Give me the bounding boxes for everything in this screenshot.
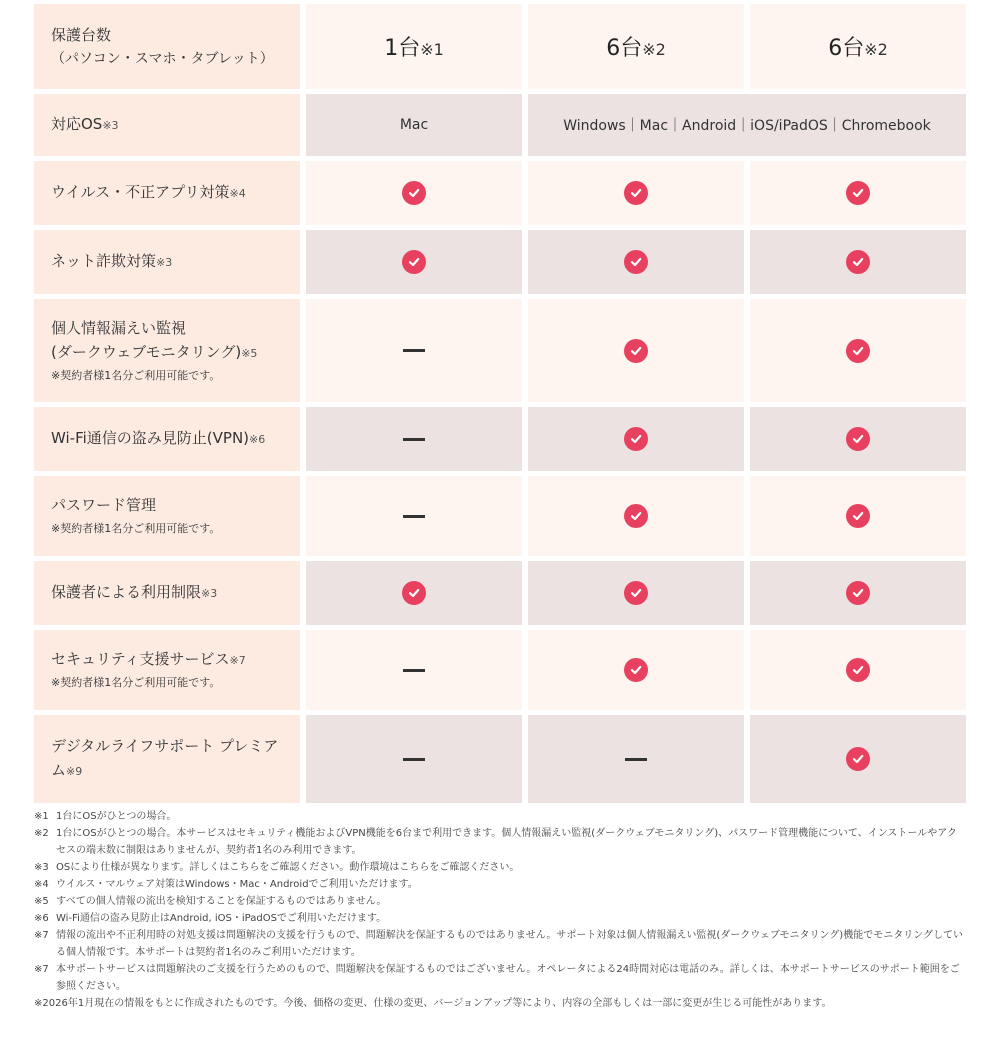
dash-icon bbox=[403, 669, 425, 672]
feature-label-cont: ム bbox=[51, 761, 67, 779]
feature-value-cell bbox=[528, 407, 744, 471]
os-col23 bbox=[528, 94, 966, 156]
device-count-sublabel: （パソコン・スマホ・タブレット） bbox=[51, 50, 274, 67]
feature-label-cell bbox=[34, 561, 300, 625]
check-icon bbox=[402, 581, 426, 605]
feature-value-cell bbox=[306, 161, 522, 225]
feature-label-cell bbox=[34, 476, 300, 556]
feature-value-cell bbox=[750, 561, 966, 625]
feature-label-line bbox=[51, 249, 172, 275]
footnote bbox=[34, 910, 964, 927]
feature-value-cell bbox=[306, 630, 522, 710]
os-col1 bbox=[306, 94, 522, 156]
check-icon bbox=[846, 658, 870, 682]
feature-label: デジタルライフサポート プレミア bbox=[51, 737, 279, 755]
os-label-cell bbox=[34, 94, 300, 156]
device-count-label: 保護台数 bbox=[51, 25, 112, 44]
footnote-key: ※4 bbox=[34, 879, 49, 890]
device-count-label-cell bbox=[34, 4, 300, 89]
footnote-key: ※2 bbox=[34, 828, 49, 839]
feature-value-cell bbox=[528, 161, 744, 225]
check-icon bbox=[402, 250, 426, 274]
feature-value-cell bbox=[306, 299, 522, 402]
check-icon bbox=[846, 581, 870, 605]
feature-row bbox=[34, 476, 967, 556]
footnote bbox=[34, 825, 964, 859]
check-icon bbox=[624, 581, 648, 605]
feature-label-line bbox=[51, 734, 278, 758]
device-count-col3 bbox=[750, 4, 966, 89]
dash-icon bbox=[403, 515, 425, 518]
note-mark: ※5 bbox=[241, 346, 258, 360]
footnote bbox=[34, 808, 964, 825]
footnote-text: Wi-Fi通信の盗み見防止はAndroid, iOS・iPadOSでご利用いただけます。 bbox=[56, 913, 387, 924]
footnote-text: 1台にOSがひとつの場合。本サービスはセキュリティ機能およびVPN機能を6台まで利用できます。個人情報漏えい監視(ダークウェブモニタリング)、パスワード管理機能について、インストールやアクセスの端末数に制限はありませんが、契約者1名のみ利用できます。 bbox=[56, 828, 957, 856]
device-count-row bbox=[34, 4, 967, 89]
feature-label-cell bbox=[34, 407, 300, 471]
footnote-key: ※7 bbox=[34, 964, 49, 975]
feature-note: ※契約者様1名分ご利用可能です。 bbox=[51, 368, 221, 382]
feature-value-cell bbox=[528, 561, 744, 625]
feature-value-cell bbox=[528, 476, 744, 556]
feature-label: ネット詐欺対策 bbox=[51, 252, 157, 270]
footnote-key: ※5 bbox=[34, 896, 49, 907]
feature-label-line bbox=[51, 758, 82, 784]
feature-label: Wi-Fi通信の盗み見防止(VPN) bbox=[51, 429, 250, 447]
check-icon bbox=[624, 339, 648, 363]
check-icon bbox=[846, 250, 870, 274]
feature-label-line bbox=[51, 426, 265, 452]
footnote-key: ※1 bbox=[34, 811, 49, 822]
feature-value-cell bbox=[750, 407, 966, 471]
device-count-col2 bbox=[528, 4, 744, 89]
note-mark: ※1 bbox=[420, 40, 444, 59]
feature-value-cell bbox=[528, 630, 744, 710]
check-icon bbox=[402, 181, 426, 205]
footnotes bbox=[34, 808, 964, 1012]
feature-value-cell bbox=[528, 299, 744, 402]
feature-label-cell bbox=[34, 299, 300, 402]
feature-value-cell bbox=[528, 230, 744, 294]
footnote bbox=[34, 893, 964, 910]
feature-row bbox=[34, 299, 967, 402]
os-value: Mac bbox=[399, 117, 429, 133]
footnote-text: すべての個人情報の流出を検知することを保証するものではありません。 bbox=[56, 896, 387, 907]
feature-value-cell bbox=[750, 230, 966, 294]
feature-value-cell bbox=[306, 561, 522, 625]
feature-label: セキュリティ支援サービス bbox=[51, 650, 230, 668]
footnote bbox=[34, 927, 964, 961]
footnote-key: ※6 bbox=[34, 913, 49, 924]
os-value: Windows｜Mac｜Android｜iOS/iPadOS｜Chromebook bbox=[563, 118, 931, 134]
feature-row bbox=[34, 230, 967, 294]
footnote-text: OSにより仕様が異なります。詳しくはこちらをご確認ください。動作環境はこちらをご確認ください。 bbox=[56, 862, 520, 873]
feature-label-cell bbox=[34, 161, 300, 225]
footnote-key: ※3 bbox=[34, 862, 49, 873]
feature-label-cell bbox=[34, 230, 300, 294]
check-icon bbox=[624, 250, 648, 274]
feature-value-cell bbox=[750, 299, 966, 402]
feature-label: ウイルス・不正アプリ対策 bbox=[51, 183, 230, 201]
note-mark: ※3 bbox=[156, 256, 173, 269]
os-row bbox=[34, 94, 967, 156]
footnote-text: 本サポートサービスは問題解決のご支援を行うためのもので、問題解決を保証するものではございません。オペレータによる24時間対応は電話のみ。詳しくは、本サポートサービスのサポート範囲をご参照ください。 bbox=[56, 964, 960, 992]
check-icon bbox=[624, 504, 648, 528]
feature-row bbox=[34, 161, 967, 225]
feature-label-line bbox=[51, 580, 217, 606]
footnote-text: 情報の流出や不正利用時の対処支援は問題解決の支援を行うもので、問題解決を保証するものではありません。サポート対象は個人情報漏えい監視(ダークウェブモニタリング)機能でモニタリングしている個人情報です。本サポートは契約者1名のみご利用いただけます。 bbox=[56, 930, 964, 958]
footnote-text: 1台にOSがひとつの場合。 bbox=[56, 811, 177, 822]
dash-icon bbox=[403, 438, 425, 441]
footnote-text: ※2026年1月現在の情報をもとに作成されたものです。今後、価格の変更、仕様の変更、バージョンアップ等により、内容の全部もしくは一部に変更が生じる可能性があります。 bbox=[34, 998, 832, 1009]
feature-label-line bbox=[51, 493, 156, 519]
dash-icon bbox=[403, 349, 425, 352]
feature-value-cell bbox=[306, 476, 522, 556]
feature-label-cell bbox=[34, 630, 300, 710]
note-mark: ※3 bbox=[102, 119, 119, 132]
feature-row bbox=[34, 561, 967, 625]
feature-label: パスワード管理 bbox=[51, 496, 157, 514]
feature-value-cell bbox=[528, 715, 744, 803]
dash-icon bbox=[625, 758, 647, 761]
check-icon bbox=[846, 427, 870, 451]
feature-label: 保護者による利用制限 bbox=[51, 583, 202, 601]
feature-label-cont: (ダークウェブモニタリング) bbox=[51, 342, 242, 361]
feature-label-line bbox=[51, 647, 246, 673]
feature-value-cell bbox=[306, 407, 522, 471]
check-icon bbox=[846, 747, 870, 771]
feature-value-cell bbox=[750, 715, 966, 803]
footnote bbox=[34, 859, 964, 876]
device-count-value: 1台 bbox=[384, 36, 421, 61]
feature-note: ※契約者様1名分ご利用可能です。 bbox=[51, 676, 221, 689]
feature-value-cell bbox=[306, 715, 522, 803]
device-count-value: 6台 bbox=[828, 36, 865, 61]
feature-value-cell bbox=[750, 476, 966, 556]
check-icon bbox=[846, 339, 870, 363]
note-mark: ※3 bbox=[201, 587, 218, 600]
note-mark: ※2 bbox=[642, 40, 666, 59]
dash-icon bbox=[403, 758, 425, 761]
device-count-value: 6台 bbox=[606, 36, 643, 61]
footnote-key: ※7 bbox=[34, 930, 49, 941]
feature-label: 個人情報漏えい監視 bbox=[51, 318, 187, 337]
check-icon bbox=[624, 658, 648, 682]
check-icon bbox=[846, 504, 870, 528]
check-icon bbox=[846, 181, 870, 205]
feature-label-line bbox=[51, 180, 246, 206]
feature-value-cell bbox=[750, 630, 966, 710]
footnote bbox=[34, 876, 964, 893]
feature-label-line bbox=[51, 316, 186, 340]
footnote-text: ウイルス・マルウェア対策はWindows・Mac・Androidでご利用いただけます。 bbox=[56, 879, 418, 890]
footnote bbox=[34, 995, 964, 1012]
check-icon bbox=[624, 427, 648, 451]
feature-label-line bbox=[51, 340, 257, 366]
note-mark: ※7 bbox=[229, 654, 246, 667]
feature-value-cell bbox=[750, 161, 966, 225]
feature-row bbox=[34, 715, 967, 803]
note-mark: ※6 bbox=[249, 433, 266, 446]
note-mark: ※2 bbox=[864, 40, 888, 59]
note-mark: ※9 bbox=[66, 765, 83, 778]
check-icon bbox=[624, 181, 648, 205]
note-mark: ※4 bbox=[229, 187, 246, 200]
feature-row bbox=[34, 407, 967, 471]
comparison-table bbox=[34, 4, 967, 808]
device-count-col1 bbox=[306, 4, 522, 89]
footnote bbox=[34, 961, 964, 995]
feature-label-cell bbox=[34, 715, 300, 803]
feature-note: ※契約者様1名分ご利用可能です。 bbox=[51, 522, 221, 535]
os-label: 対応OS bbox=[51, 115, 103, 133]
feature-row bbox=[34, 630, 967, 710]
feature-value-cell bbox=[306, 230, 522, 294]
